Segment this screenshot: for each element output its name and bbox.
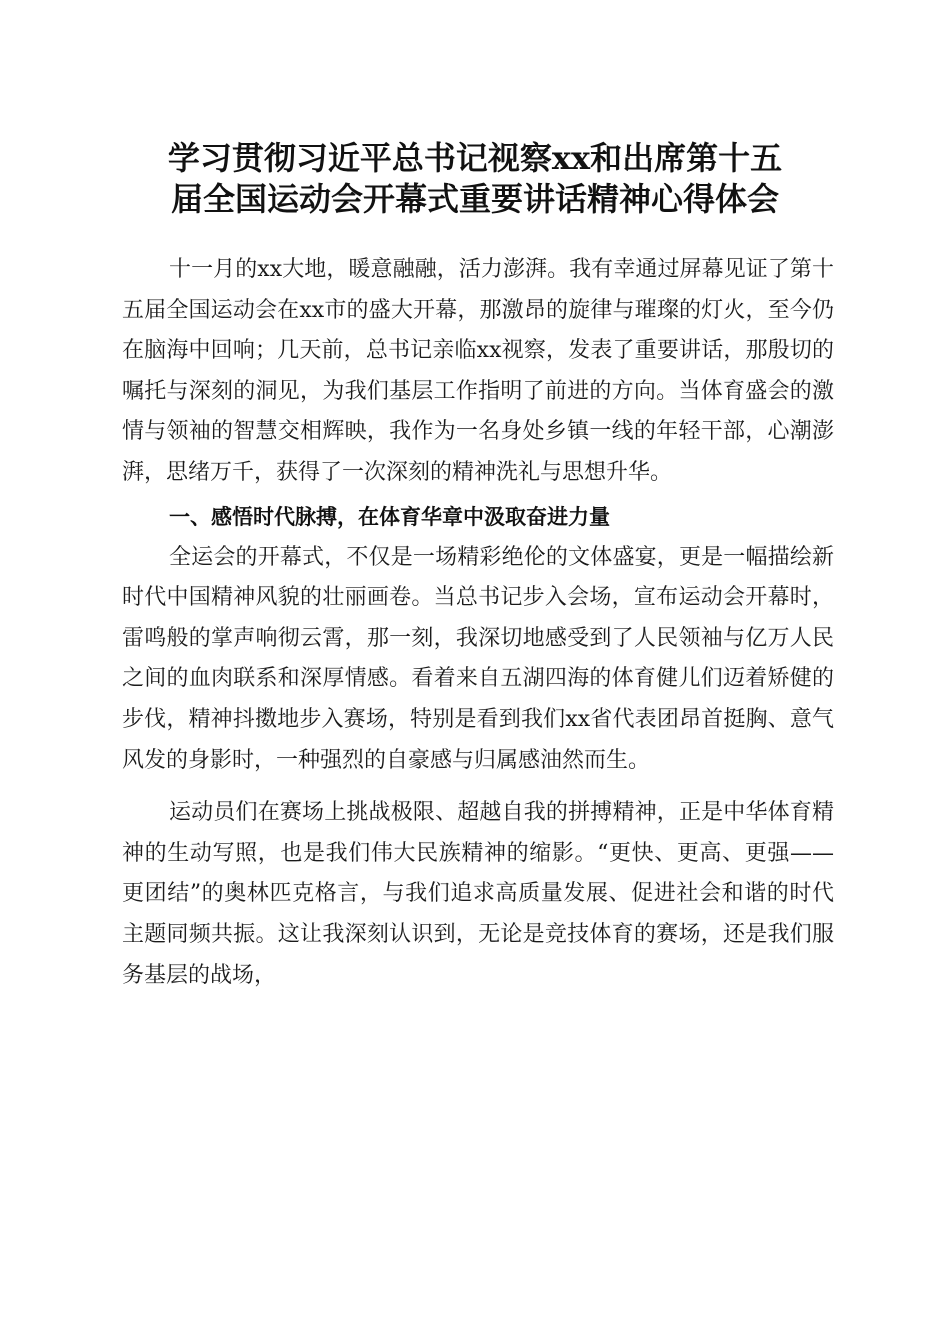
paragraph-opening-ceremony: 全运会的开幕式，不仅是一场精彩绝伦的文体盛宴，更是一幅描绘新时代中国精神风貌的壮丽画卷。当总书记步入会场，宣布运动会开幕时，雷鸣般的掌声响彻云霄，那一刻，我深切地感受到了人民领袖与亿万人民之间的血肉联系和深厚情感。看着来自五湖四海的体育健儿们迈着矫健的步伐，精神抖擞地步入赛场，特别是看到我们xx省代表团昂首挺胸、意气风发的身影时，一种强烈的自豪感与归属感油然而生。 [122,544,834,773]
title-line-1: 学习贯彻习近平总书记视察xx和出席第十五 [167,139,783,177]
paragraph-athlete-spirit: 运动员们在赛场上挑战极限、超越自我的拼搏精神，正是中华体育精神的生动写照，也是我们伟大民族精神的缩影。“更快、更高、更强——更团结”的奥林匹克格言，与我们追求高质量发展、促进社会和谐的时代主题同频共振。这让我深刻认识到，无论是竞技体育的赛场，还是我们服务基层的战场， [122,800,834,988]
document-body [122,250,834,996]
section-heading-1: 一、感悟时代脉搏，在体育华章中汲取奋进力量 [169,504,610,529]
document-title [100,138,850,220]
title-line-2: 届全国运动会开幕式重要讲话精神心得体会 [170,180,779,218]
paragraph-intro: 十一月的xx大地，暖意融融，活力澎湃。我有幸通过屏幕见证了第十五届全国运动会在xx市的盛大开幕，那激昂的旋律与璀璨的灯火，至今仍在脑海中回响；几天前，总书记亲临xx视察，发表了重要讲话，那殷切的嘱托与深刻的洞见，为我们基层工作指明了前进的方向。当体育盛会的激情与领袖的智慧交相辉映，我作为一名身处乡镇一线的年轻干部，心潮澎湃，思绪万千，获得了一次深刻的精神洗礼与思想升华。 [122,257,834,485]
